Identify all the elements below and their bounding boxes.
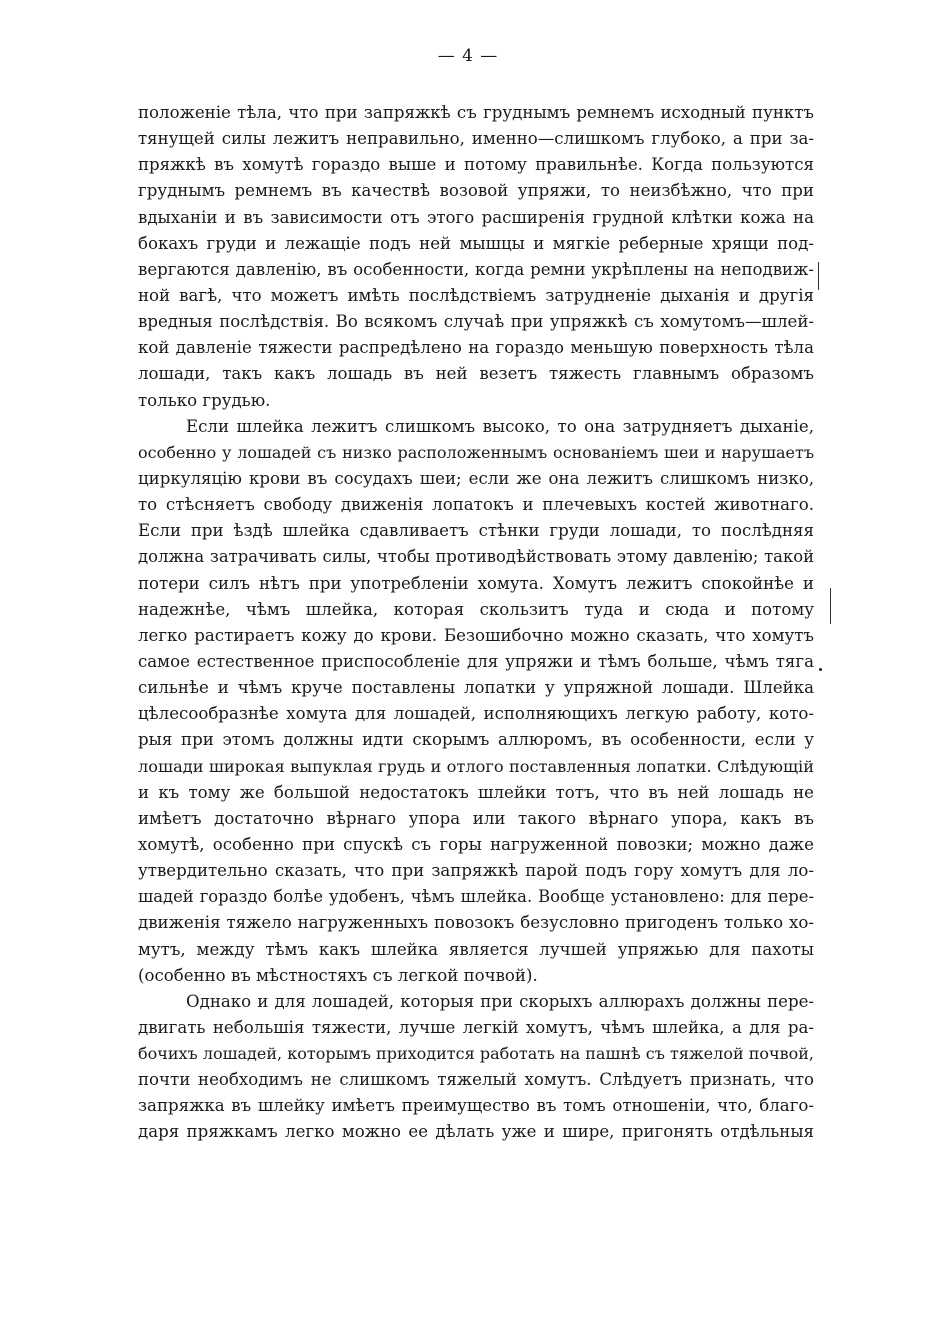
text-line: кой давленіе тяжести распредѣлено на гораздо меньшую поверхность тѣла [138,338,814,358]
text-line: бокахъ груди и лежащіе подъ ней мышцы и мягкіе реберные хрящи под- [138,233,814,253]
paragraph-2 [138,414,814,989]
text-line: сильнѣе и чѣмъ круче поставлены лопатки у упряжной лошади. Шлейка [138,678,814,698]
margin-mark [818,262,819,290]
text-line: (особенно въ мѣстностяхъ съ легкой почвой). [138,965,538,985]
text-line: цѣлесообразнѣе хомута для лошадей, исполняющихъ легкую работу, кото- [138,704,814,724]
text-line: надежнѣе, чѣмъ шлейка, которая скользитъ туда и сюда и потому [138,599,814,619]
margin-dot [819,668,822,671]
text-line: должна затрачивать силы, чтобы противодѣйствовать этому давленію; такой [138,547,814,567]
paragraph-1 [138,100,814,414]
text-line: мутъ, между тѣмъ какъ шлейка является лучшей упряжью для пахоты [138,939,814,959]
text-line: утвердительно сказать, что при запряжкѣ парой подъ гору хомутъ для ло- [138,861,814,881]
paragraph-3 [138,989,814,1146]
text-line: хомутѣ, особенно при спускѣ съ горы нагруженной повозки; можно даже [138,834,814,854]
text-line: то стѣсняетъ свободу движенія лопатокъ и плечевыхъ костей животнаго. [138,495,814,515]
text-line: шадей гораздо болѣе удобенъ, чѣмъ шлейка. Вообще установлено: для пере- [138,887,814,907]
text-line: легко растираетъ кожу до крови. Безошибочно можно сказать, что хомутъ [138,625,814,645]
text-line: тянущей силы лежитъ неправильно, именно—слишкомъ глубоко, а при за- [138,129,814,149]
page-number: — 4 — [437,46,499,66]
text-line: даря пряжкамъ легко можно ее дѣлать уже и шире, пригонять отдѣльныя [138,1122,814,1142]
text-line: циркуляцію крови въ сосудахъ шеи; если же она лежитъ слишкомъ низко, [138,468,814,488]
text-line: почти необходимъ не слишкомъ тяжелый хомутъ. Слѣдуетъ признать, что [138,1070,814,1090]
text-line: имѣетъ достаточно вѣрнаго упора или такого вѣрнаго упора, какъ въ [138,808,814,828]
body-text [138,100,814,1146]
text-line: особенно у лошадей съ низко расположеннымъ основаніемъ шеи и нарушаетъ [138,442,814,462]
text-line: положеніе тѣла, что при запряжкѣ съ груднымъ ремнемъ исходный пунктъ [138,103,814,122]
text-line: Если шлейка лежитъ слишкомъ высоко, то она затрудняетъ дыханіе, [186,416,814,436]
text-line: вергаются давленію, въ особенности, когда ремни укрѣплены на неподвиж- [138,259,814,279]
text-line: рыя при этомъ должны идти скорымъ аллюромъ, въ особенности, если у [138,730,814,750]
text-line: лошади, такъ какъ лошадь въ ней везетъ тяжесть главнымъ образомъ [138,364,814,384]
text-line: пряжкѣ въ хомутѣ гораздо выше и потому правильнѣе. Когда пользуются [138,155,814,175]
text-line: только грудью. [138,390,271,410]
text-line: потери силъ нѣтъ при употребленіи хомута. Хомутъ лежитъ спокойнѣе и [138,573,814,593]
text-line: и къ тому же большой недостатокъ шлейки тотъ, что въ ней лошадь не [138,782,814,802]
text-line: лошади широкая выпуклая грудь и отлого поставленныя лопатки. Слѣдующій [138,756,814,776]
text-line: груднымъ ремнемъ въ качествѣ возовой упряжи, то неизбѣжно, что при [138,181,814,201]
text-line: двигать небольшія тяжести, лучше легкій хомутъ, чѣмъ шлейка, а для ра- [138,1017,814,1037]
text-line: вдыханіи и въ зависимости отъ этого расширенія грудной клѣтки кожа на [138,207,814,227]
text-line: запряжка въ шлейку имѣетъ преимущество въ томъ отношеніи, что, благо- [138,1096,814,1116]
text-line: Однако и для лошадей, которыя при скорыхъ аллюрахъ должны пере- [186,991,814,1011]
margin-mark [830,588,831,624]
text-line: ной вагѣ, что можетъ имѣть послѣдствіемъ затрудненіе дыханія и другія [138,285,814,305]
text-line: бочихъ лошадей, которымъ приходится работать на пашнѣ съ тяжелой почвой, [138,1044,814,1064]
text-line: самое естественное приспособленіе для упряжи и тѣмъ больше, чѣмъ тяга [138,651,814,671]
text-line: движенія тяжело нагруженныхъ повозокъ безусловно пригоденъ только хо- [138,913,814,933]
text-line: Если при ѣздѣ шлейка сдавливаетъ стѣнки груди лошади, то послѣдняя [138,521,814,541]
text-line: вредныя послѣдствія. Во всякомъ случаѣ при упряжкѣ съ хомутомъ—шлей- [138,312,814,332]
